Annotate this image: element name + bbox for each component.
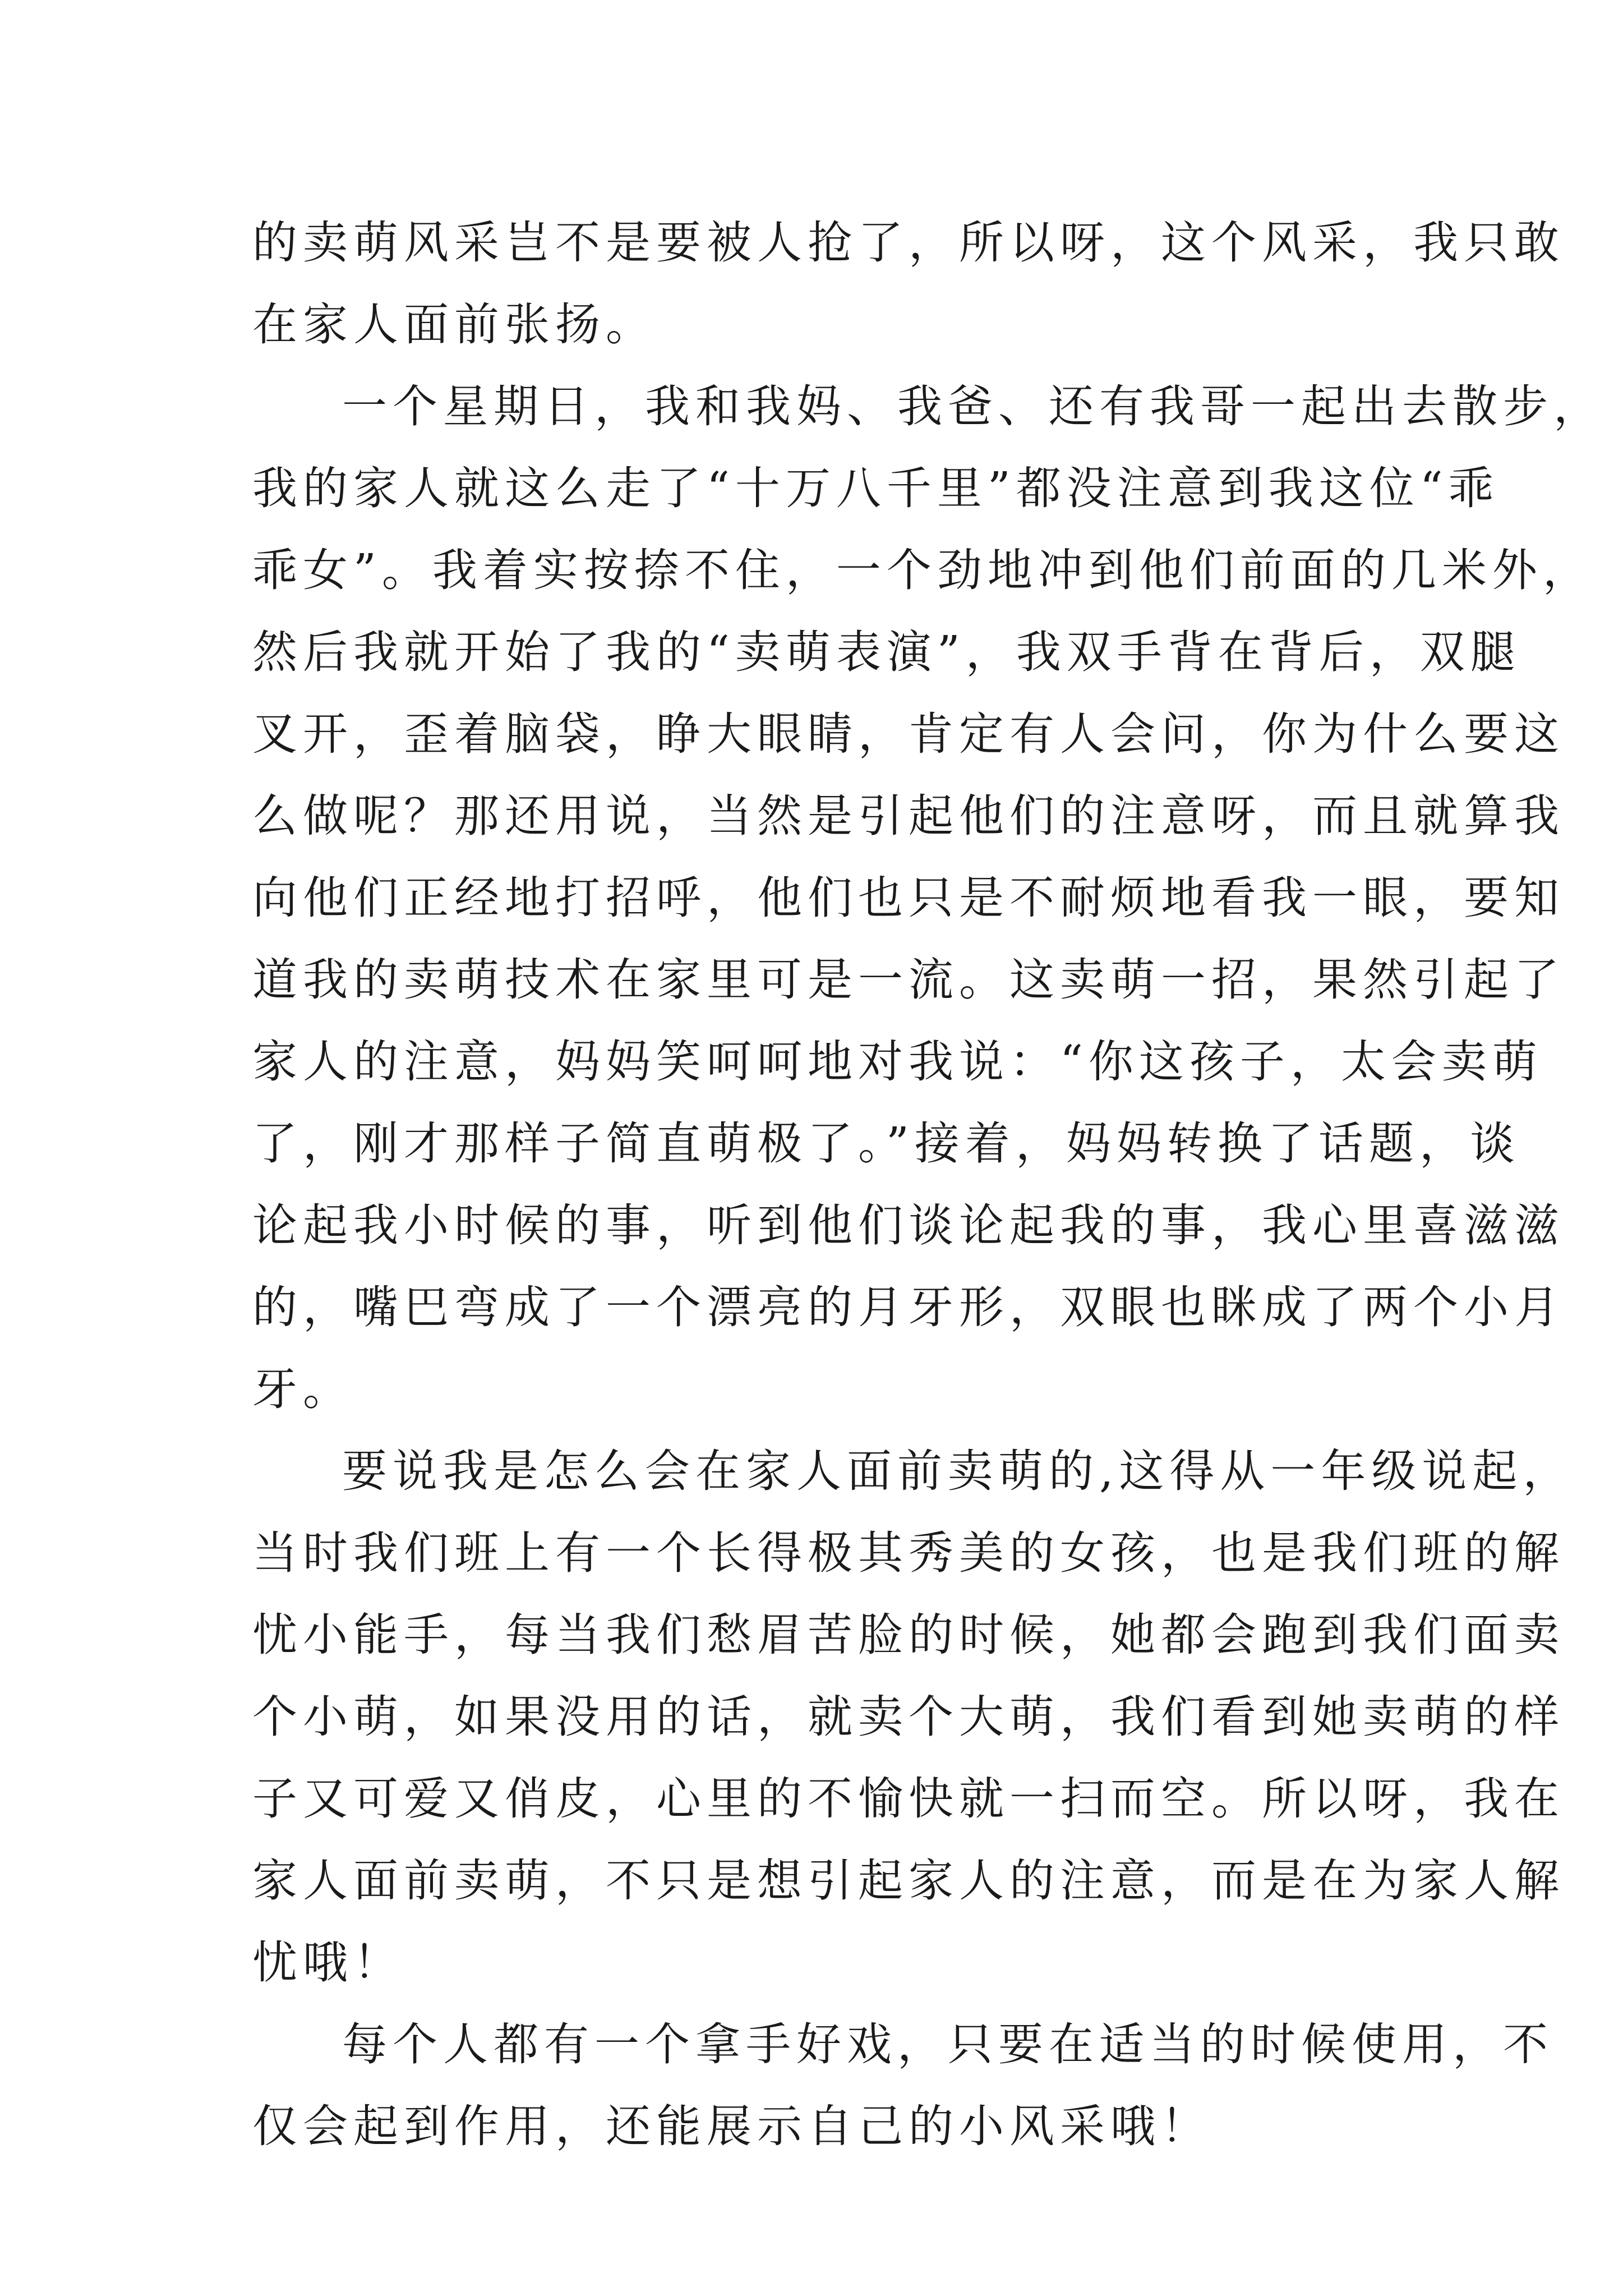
text-line: 忧哦！ <box>252 1936 404 1989</box>
text-line: 乖女”。我着实按捺不住，一个劲地冲到他们前面的几米外， <box>252 544 1593 596</box>
text-line: 当时我们班上有一个长得极其秀美的女孩，也是我们班的解 <box>252 1527 1565 1579</box>
paragraph-first-line: 每个人都有一个拿手好戏，只要在适当的时候使用，不 <box>342 2018 1553 2070</box>
text-line: 忧小能手，每当我们愁眉苦脸的时候，她都会跑到我们面卖 <box>252 1609 1565 1661</box>
text-line: 叉开，歪着脑袋，睁大眼睛，肯定有人会问，你为什么要这 <box>252 708 1565 760</box>
text-line: 在家人面前张扬。 <box>252 298 656 351</box>
text-line: 家人面前卖萌，不只是想引起家人的注意，而是在为家人解 <box>252 1855 1565 1907</box>
text-line: 的卖萌风采岂不是要被人抢了，所以呀，这个风采，我只敢 <box>252 217 1565 269</box>
text-line: 道我的卖萌技术在家里可是一流。这卖萌一招，果然引起了 <box>252 954 1565 1006</box>
paragraph-first-line: 要说我是怎么会在家人面前卖萌的,这得从一年级说起， <box>342 1445 1574 1497</box>
essay-body <box>252 202 1604 2168</box>
text-line: 我的家人就这么走了“十万八千里”都没注意到我这位“乖 <box>252 462 1499 514</box>
text-line: 牙。 <box>252 1363 353 1415</box>
text-line: 家人的注意，妈妈笑呵呵地对我说：“你这孩子，太会卖萌 <box>252 1036 1543 1088</box>
text-line: 论起我小时候的事，听到他们谈论起我的事，我心里喜滋滋 <box>252 1199 1565 1251</box>
paragraph-first-line: 一个星期日，我和我妈、我爸、还有我哥一起出去散步， <box>342 380 1604 432</box>
text-line: 了，刚才那样子简直萌极了。”接着，妈妈转换了话题，谈 <box>252 1117 1520 1170</box>
text-line: 仅会起到作用，还能展示自己的小风采哦！ <box>252 2100 1211 2152</box>
text-line: 么做呢？那还用说，当然是引起他们的注意呀，而且就算我 <box>252 790 1565 842</box>
text-line: 的，嘴巴弯成了一个漂亮的月牙形，双眼也眯成了两个小月 <box>252 1281 1565 1333</box>
text-line: 向他们正经地打招呼，他们也只是不耐烦地看我一眼，要知 <box>252 872 1565 924</box>
text-line: 个小萌，如果没用的话，就卖个大萌，我们看到她卖萌的样 <box>252 1691 1565 1743</box>
text-line: 然后我就开始了我的“卖萌表演”，我双手背在背后，双腿 <box>252 626 1521 678</box>
text-line: 子又可爱又俏皮，心里的不愉快就一扫而空。所以呀，我在 <box>252 1773 1565 1825</box>
